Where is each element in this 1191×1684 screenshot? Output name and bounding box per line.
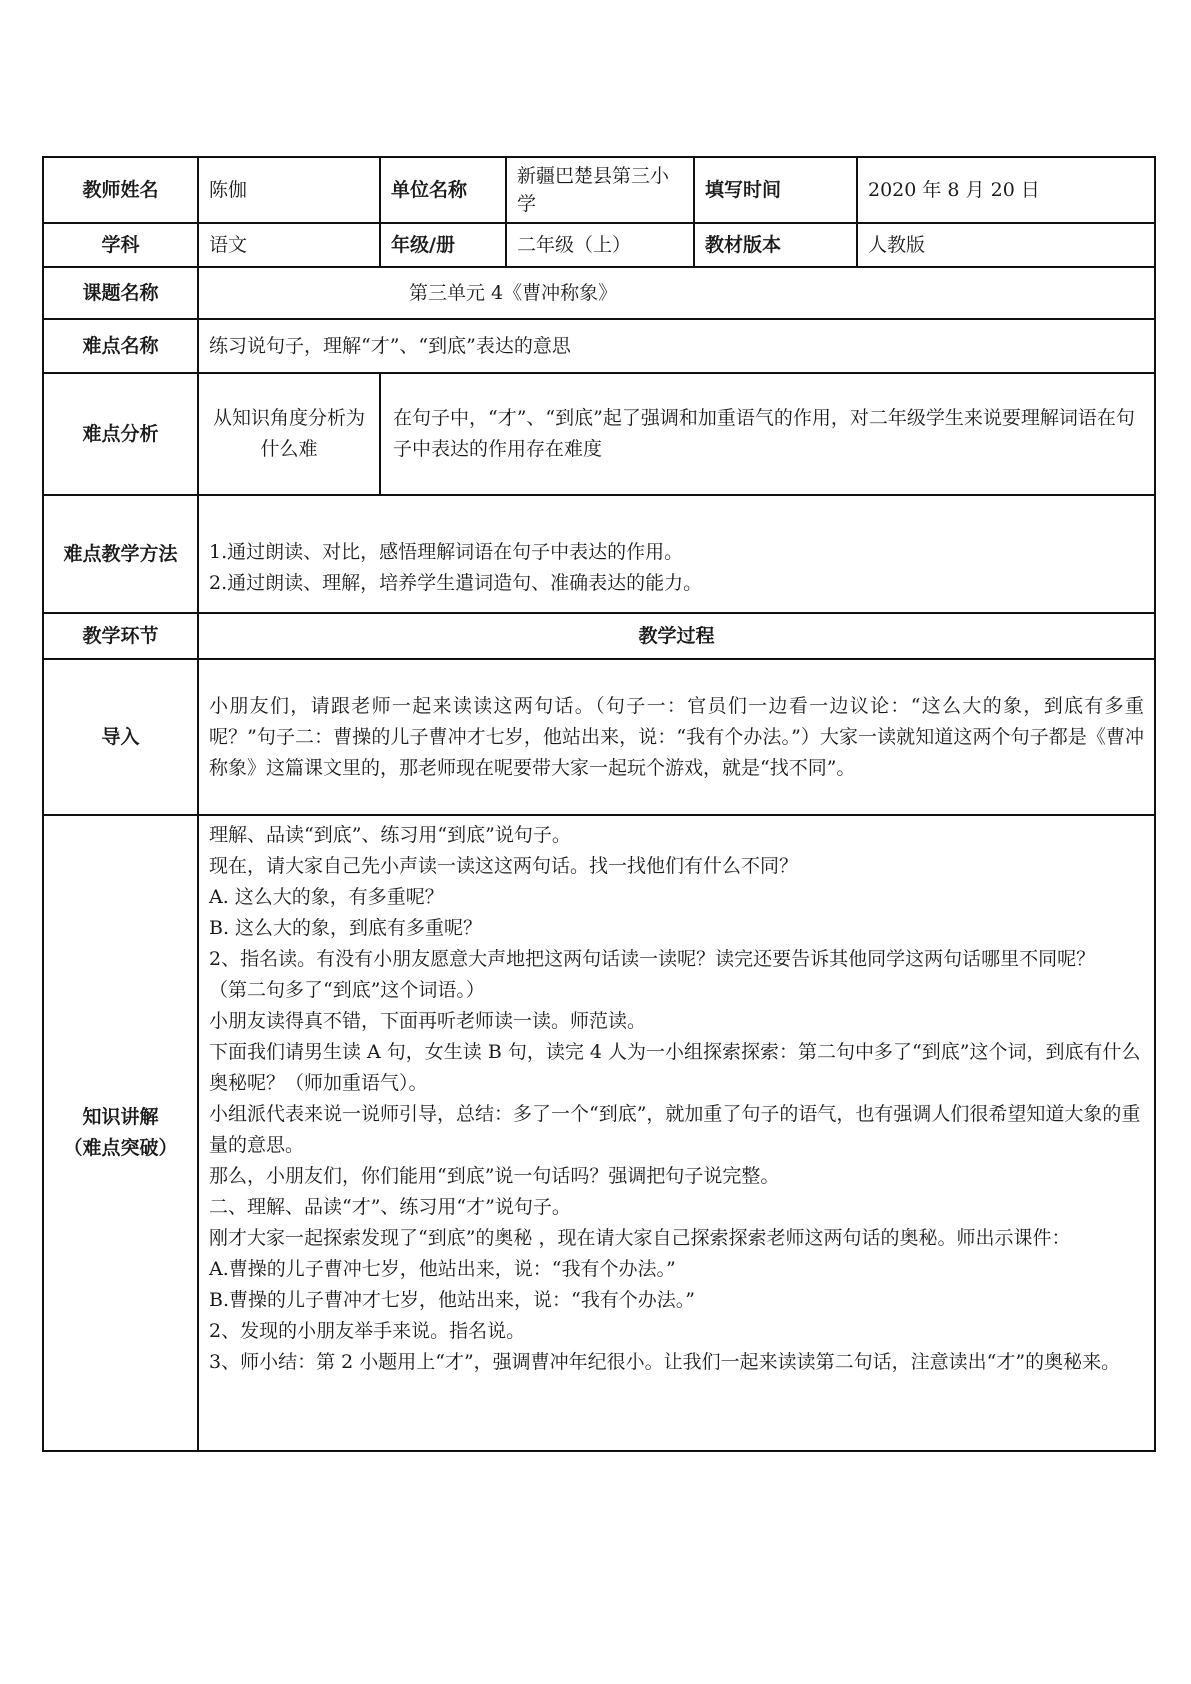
section-header-row bbox=[43, 613, 1155, 659]
intro-label: 导入 bbox=[43, 659, 198, 815]
knowledge-line: 理解、品读“到底”、练习用“到底”说句子。 bbox=[209, 824, 571, 846]
title-value bbox=[198, 267, 1155, 319]
knowledge-line: （第二句多了“到底”这个词语。） bbox=[209, 979, 485, 1001]
method-label: 难点教学方法 bbox=[43, 495, 198, 613]
knowledge-line: B. 这么大的象，到底有多重呢？ bbox=[209, 917, 483, 939]
knowledge-line: 那么，小朋友们，你们能用“到底”说一句话吗？强调把句子说完整。 bbox=[209, 1165, 780, 1187]
analysis-value: 在句子中，“才”、“到底”起了强调和加重语气的作用，对二年级学生来说要理解词语在句子中表达的作用存在难度 bbox=[380, 373, 1155, 495]
edition-value: 人教版 bbox=[857, 223, 1155, 267]
knowledge-line: 下面我们请男生读 A 句，女生读 B 句，读完 4 人为一小组探索探索：第二句中多了“到底”这个词，到底有什么奥秘呢？（师加重语气）。 bbox=[209, 1041, 1141, 1094]
knowledge-line: 2、指名读。有没有小朋友愿意大声地把这两句话读一读呢？读完还要告诉其他同学这两句话哪里不同呢？ bbox=[209, 948, 1096, 970]
knowledge-row bbox=[43, 815, 1155, 1451]
title-label: 课题名称 bbox=[43, 267, 198, 319]
teacher-value: 陈伽 bbox=[198, 157, 380, 223]
process-label: 教学过程 bbox=[198, 613, 1155, 659]
grade-label: 年级/册 bbox=[380, 223, 506, 267]
subject-value: 语文 bbox=[198, 223, 380, 267]
knowledge-label-line1: 知识讲解 bbox=[82, 1106, 159, 1128]
knowledge-text bbox=[198, 815, 1155, 1451]
edition-label: 教材版本 bbox=[694, 223, 857, 267]
date-value: 2020 年 8 月 20 日 bbox=[857, 157, 1155, 223]
analysis-sub: 从知识角度分析为什么难 bbox=[198, 373, 380, 495]
method-line-1: 1.通过朗读、对比，感悟理解词语在句子中表达的作用。 bbox=[209, 541, 684, 563]
knowledge-line: A. 这么大的象，有多重呢？ bbox=[209, 886, 444, 908]
knowledge-line: 现在，请大家自己先小声读一读这这两句话。找一找他们有什么不同？ bbox=[209, 855, 799, 877]
knowledge-label-line2: （难点突破） bbox=[63, 1137, 178, 1159]
title-row bbox=[43, 267, 1155, 319]
knowledge-line: A.曹操的儿子曹冲七岁，他站出来，说：“我有个办法。” bbox=[209, 1258, 676, 1280]
knowledge-line: 刚才大家一起探索发现了“到底”的奥秘 ，现在请大家自己探索探索老师这两句话的奥秘。师出示课件： bbox=[209, 1227, 1071, 1249]
intro-text: 小朋友们，请跟老师一起来读读这两句话。（句子一：官员们一边看一边议论：“这么大的象，到底有多重呢？”句子二：曹操的儿子曹冲才七岁，他站出来，说：“我有个办法。”）大家一读就知道这两个句子都是《曹冲称象》这篇课文里的，那老师现在呢要带大家一起玩个游戏，就是“找不同”。 bbox=[198, 659, 1155, 815]
knowledge-label bbox=[43, 815, 198, 1451]
date-label: 填写时间 bbox=[694, 157, 857, 223]
unit-label: 单位名称 bbox=[380, 157, 506, 223]
knowledge-line: 2、发现的小朋友举手来说。指名说。 bbox=[209, 1320, 526, 1342]
section-label: 教学环节 bbox=[43, 613, 198, 659]
lesson-plan-table bbox=[42, 156, 1156, 1452]
unit-value: 新疆巴楚县第三小学 bbox=[506, 157, 694, 223]
intro-row bbox=[43, 659, 1155, 815]
grade-value: 二年级（上） bbox=[506, 223, 694, 267]
header-row-1 bbox=[43, 157, 1155, 223]
knowledge-line: 二、理解、品读“才”、练习用“才”说句子。 bbox=[209, 1196, 571, 1218]
difficulty-row bbox=[43, 319, 1155, 373]
teacher-label: 教师姓名 bbox=[43, 157, 198, 223]
knowledge-line: 小组派代表来说一说师引导，总结：多了一个“到底”，就加重了句子的语气，也有强调人们很希望知道大象的重量的意思。 bbox=[209, 1103, 1141, 1156]
knowledge-line: 3、师小结：第 2 小题用上“才”，强调曹冲年纪很小。让我们一起来读读第二句话，注意读出“才”的奥秘来。 bbox=[209, 1351, 1121, 1373]
difficulty-label: 难点名称 bbox=[43, 319, 198, 373]
header-row-2 bbox=[43, 223, 1155, 267]
method-value bbox=[198, 495, 1155, 613]
method-line-2: 2.通过朗读、理解，培养学生遣词造句、准确表达的能力。 bbox=[209, 572, 703, 594]
analysis-label: 难点分析 bbox=[43, 373, 198, 495]
difficulty-value: 练习说句子，理解“才”、“到底”表达的意思 bbox=[198, 319, 1155, 373]
subject-label: 学科 bbox=[43, 223, 198, 267]
analysis-row bbox=[43, 373, 1155, 495]
knowledge-line: B.曹操的儿子曹冲才七岁，他站出来，说：“我有个办法。” bbox=[209, 1289, 695, 1311]
method-row bbox=[43, 495, 1155, 613]
knowledge-line: 小朋友读得真不错，下面再听老师读一读。师范读。 bbox=[209, 1010, 647, 1032]
title-value-text: 第三单元 4《曹冲称象》 bbox=[409, 281, 618, 304]
